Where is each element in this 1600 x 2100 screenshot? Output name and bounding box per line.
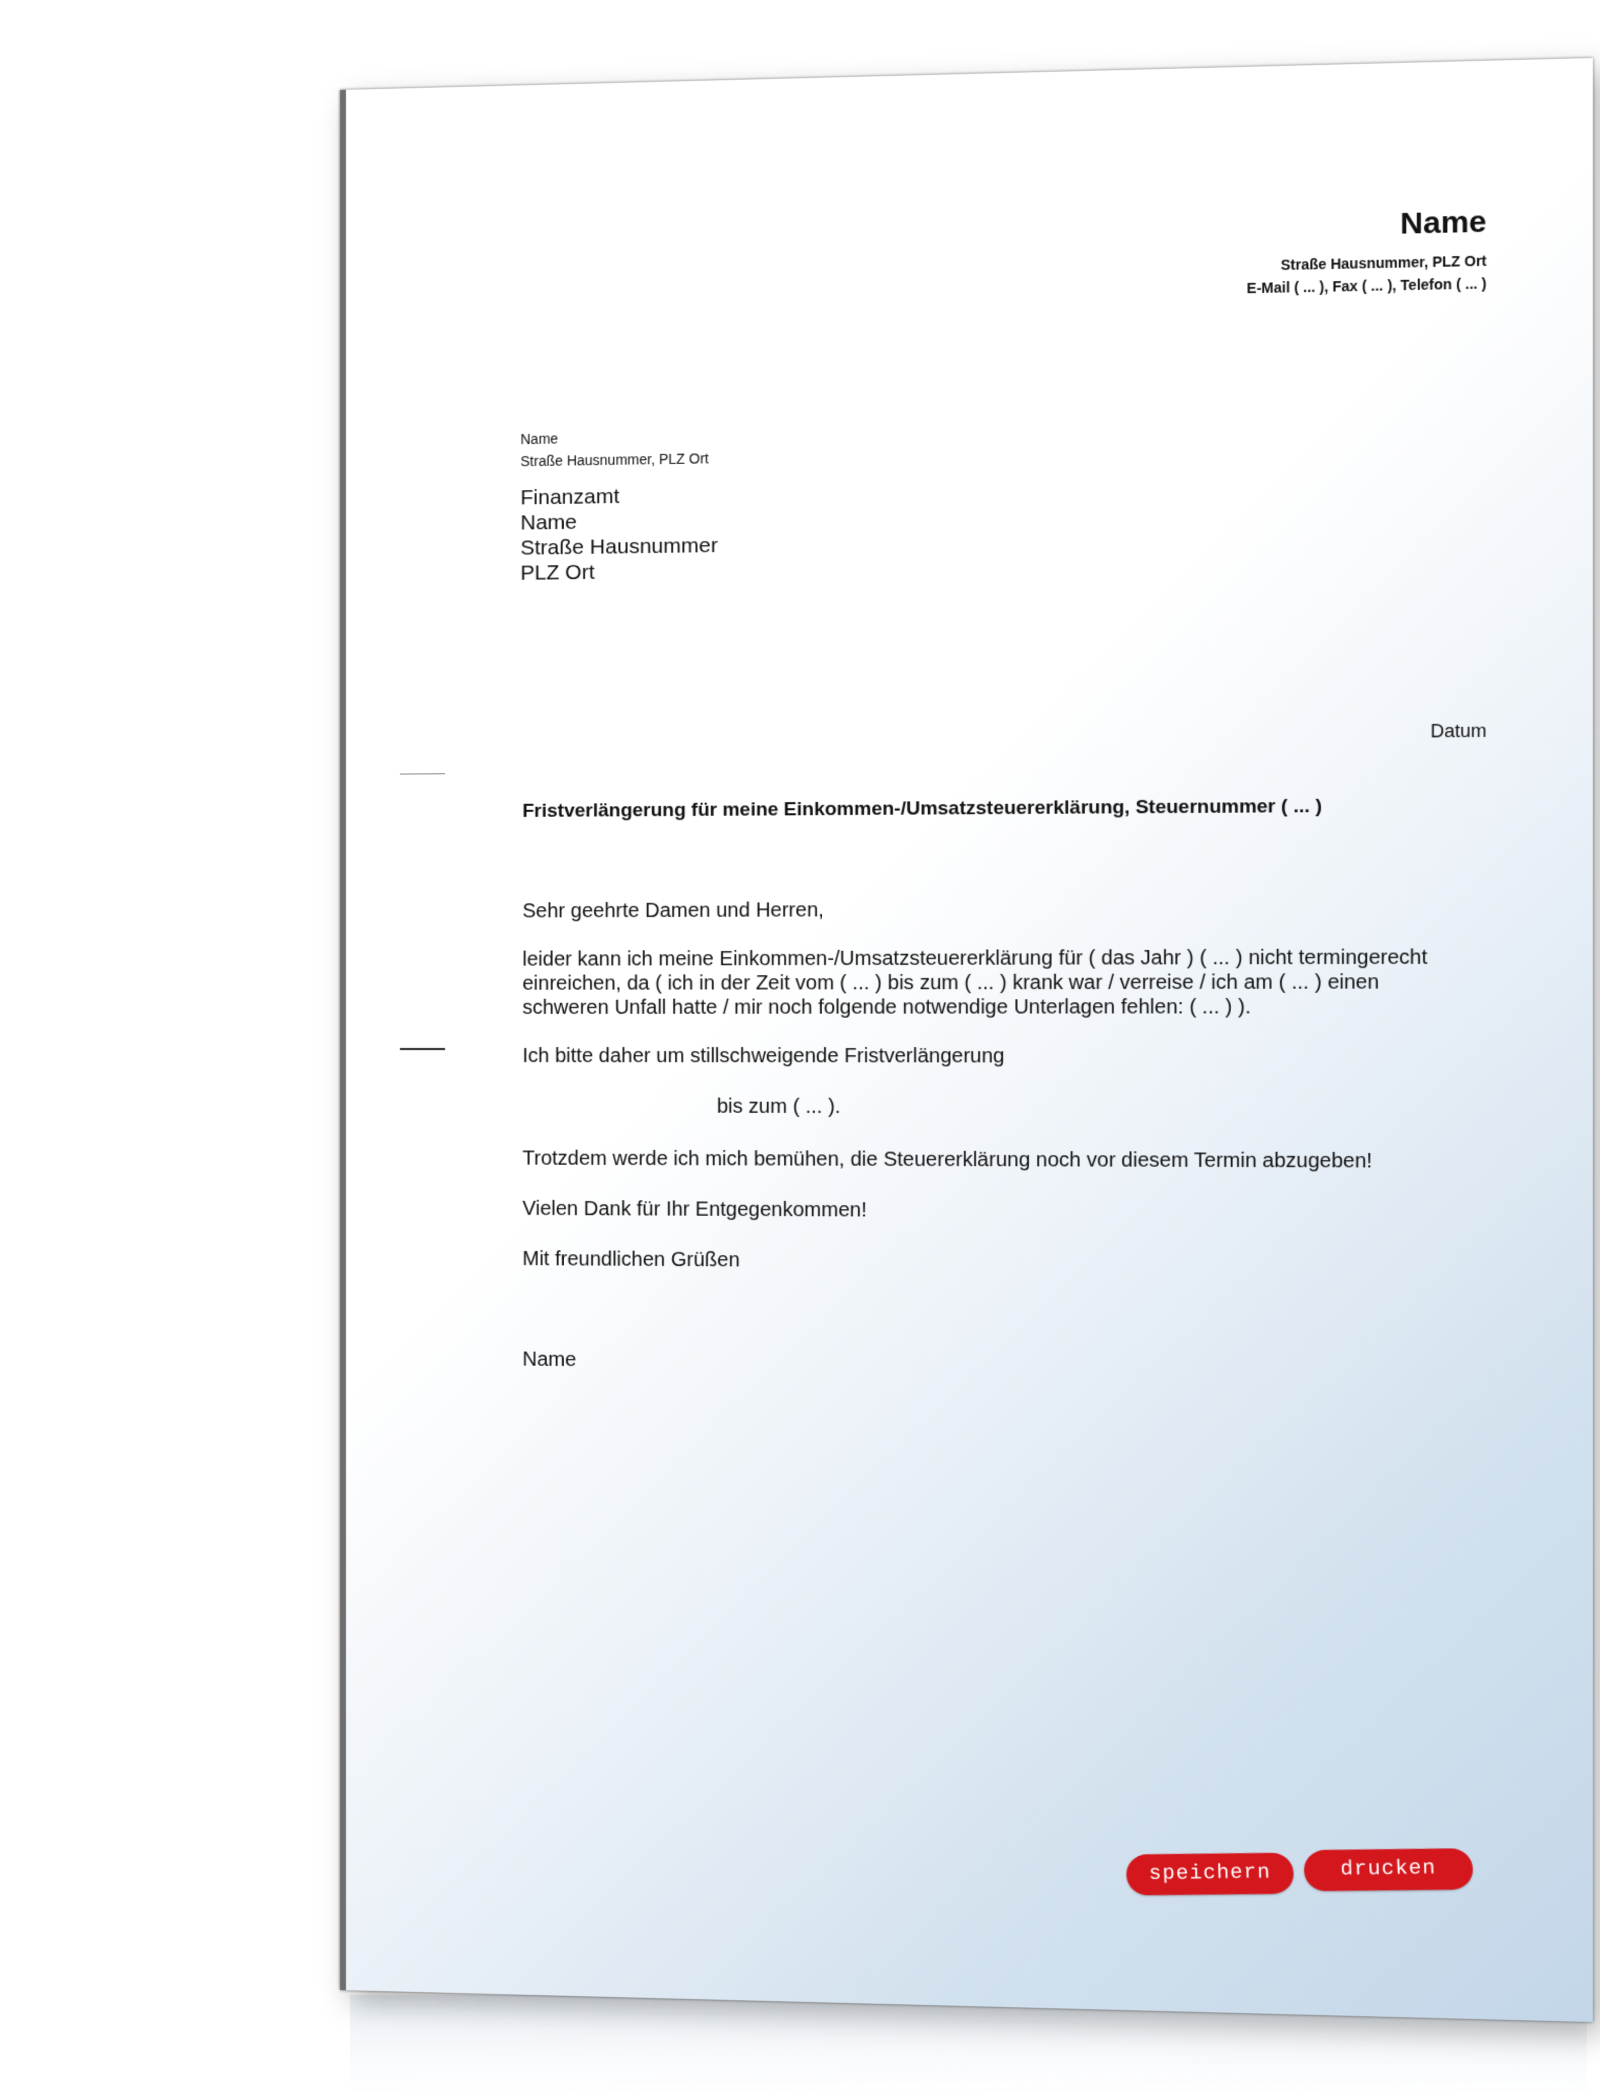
body-line: leider kann ich meine Einkommen-/Umsatzsteuererklärung für ( das Jahr ) ( ... ) nicht termingerecht bbox=[522, 946, 1428, 971]
recipient-authority: Finanzamt bbox=[520, 484, 620, 510]
sender-contact: E-Mail ( ... ), Fax ( ... ), Telefon ( ... ) bbox=[1246, 275, 1487, 297]
fold-mark bbox=[400, 773, 445, 774]
recipient-city: PLZ Ort bbox=[520, 560, 595, 585]
letter-date: Datum bbox=[1430, 720, 1487, 742]
signature-name: Name bbox=[522, 1348, 577, 1372]
deadline-line: bis zum ( ... ). bbox=[716, 1095, 841, 1119]
body-line: einreichen, da ( ich in der Zeit vom ( ... ) bis zum ( ... ) krank war / verreise / ich am ( ... ) einen bbox=[522, 971, 1380, 995]
punch-mark bbox=[400, 1048, 445, 1050]
return-address-name: Name bbox=[520, 430, 559, 448]
sender-name: Name bbox=[1400, 205, 1487, 241]
save-button[interactable]: speichern bbox=[1126, 1853, 1295, 1896]
recipient-street: Straße Hausnummer bbox=[520, 533, 718, 560]
body-line: schweren Unfall hatte / mir noch folgende notwendige Unterlagen fehlen: ( ... ) ). bbox=[522, 995, 1251, 1019]
print-button[interactable]: drucken bbox=[1303, 1848, 1473, 1891]
letter-subject: Fristverlängerung für meine Einkommen-/Umsatzsteuererklärung, Steuernummer ( ... ) bbox=[522, 795, 1323, 822]
letter-page bbox=[340, 58, 1593, 2022]
sender-address: Straße Hausnummer, PLZ Ort bbox=[1280, 252, 1487, 274]
closing: Mit freundlichen Grüßen bbox=[522, 1248, 740, 1272]
thanks-line: Vielen Dank für Ihr Entgegenkommen! bbox=[522, 1197, 867, 1222]
request-line: Ich bitte daher um stillschweigende Fristverlängerung bbox=[522, 1045, 1005, 1068]
return-address-line: Straße Hausnummer, PLZ Ort bbox=[520, 450, 709, 470]
salutation: Sehr geehrte Damen und Herren, bbox=[522, 899, 824, 923]
recipient-name: Name bbox=[520, 510, 577, 535]
body-line: Trotzdem werde ich mich bemühen, die Steuererklärung noch vor diesem Termin abzugeben! bbox=[522, 1147, 1373, 1173]
